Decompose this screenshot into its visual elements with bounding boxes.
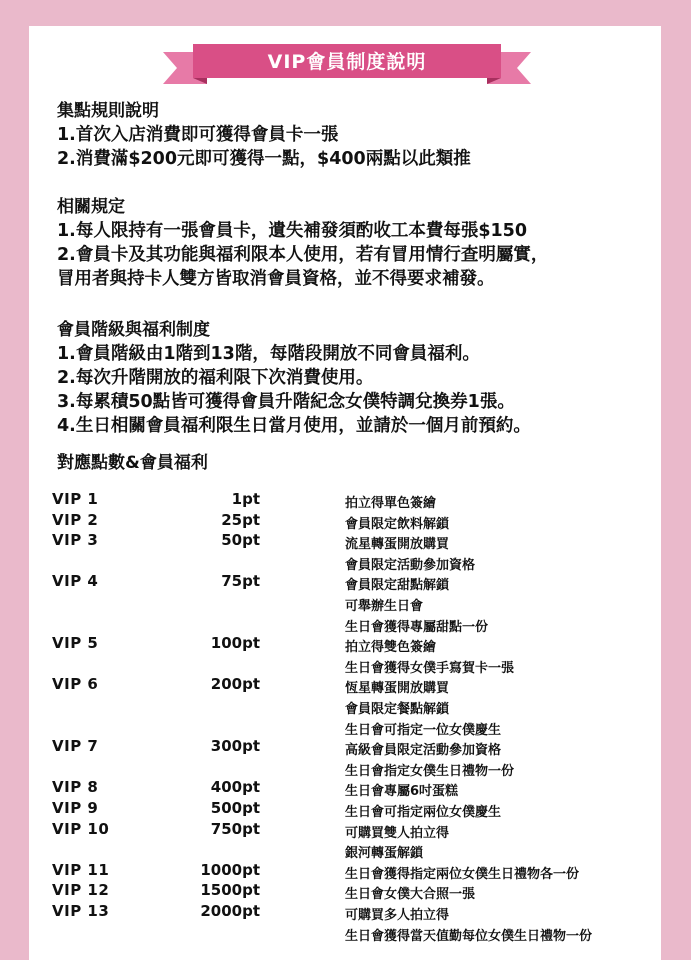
vip-points: 300pt — [210, 737, 260, 756]
section-heading: 相關規定 — [57, 197, 125, 217]
table-heading: 對應點數&會員福利 — [57, 453, 208, 473]
rule-line: 1.每人限持有一張會員卡，遺失補發須酌收工本費每張$150 — [57, 221, 528, 241]
vip-benefit: 可購買雙人拍立得 — [345, 825, 450, 841]
vip-level: VIP 10 — [52, 819, 110, 838]
vip-points: 2000pt — [200, 902, 260, 920]
vip-benefit: 可購買多人拍立得 — [345, 908, 450, 923]
rule-line: 1.首次入店消費即可獲得會員卡一張 — [57, 125, 339, 145]
section-point-rules — [57, 99, 471, 171]
vip-level: VIP 11 — [52, 860, 110, 879]
vip-benefit: 生日會可指定兩位女僕慶生 — [345, 805, 502, 820]
rule-line: 2.會員卡及其功能與福利限本人使用，若有冒用情行查明屬實， — [57, 245, 549, 265]
rule-line: 2.每次升階開放的福利限下次消費使用。 — [57, 368, 374, 388]
vip-points: 100pt — [210, 634, 260, 653]
vip-benefit: 生日會女僕大合照一張 — [345, 887, 476, 903]
section-regulations — [57, 195, 548, 291]
section-levels-benefits — [57, 318, 531, 438]
vip-points: 500pt — [210, 799, 260, 817]
vip-points: 25pt — [221, 510, 260, 529]
vip-benefit: 可舉辦生日會 — [345, 599, 424, 614]
vip-benefit: 生日會獲得專屬甜點一份 — [345, 619, 489, 635]
rule-line: 冒用者與持卡人雙方皆取消會員資格，並不得要求補發。 — [57, 269, 495, 289]
vip-benefit: 會員限定飲料解鎖 — [345, 516, 450, 532]
vip-level: VIP 13 — [52, 902, 110, 920]
vip-level: VIP 5 — [52, 634, 99, 653]
vip-level: VIP 4 — [52, 572, 99, 591]
rule-line: 4.生日相關會員福利限生日當月使用，並請於一個月前預約。 — [57, 416, 531, 436]
vip-benefit: 生日會專屬6吋蛋糕 — [345, 784, 459, 800]
vip-points: 50pt — [221, 531, 260, 550]
page-title: VIP會員制度說明 — [267, 51, 427, 73]
vip-benefit: 生日會獲得指定兩位女僕生日禮物各一份 — [345, 866, 580, 882]
vip-points: 750pt — [210, 819, 260, 838]
vip-benefit: 會員限定甜點解鎖 — [345, 578, 450, 594]
vip-level: VIP 8 — [52, 778, 99, 797]
vip-points: 1pt — [231, 490, 260, 508]
vip-benefit: 生日會獲得當天值勤每位女僕生日禮物一份 — [345, 928, 593, 944]
rule-line: 1.會員階級由1階到13階，每階段開放不同會員福利。 — [57, 344, 480, 364]
title-ribbon — [163, 40, 531, 88]
vip-benefit: 拍立得雙色簽繪 — [345, 640, 437, 656]
section-heading: 會員階級與福利制度 — [57, 320, 210, 340]
vip-benefit: 拍立得單色簽繪 — [345, 496, 437, 511]
rule-line: 3.每累積50點皆可獲得會員升階紀念女僕特調兌換券1張。 — [57, 392, 515, 412]
vip-level: VIP 6 — [52, 675, 99, 694]
vip-level: VIP 7 — [52, 737, 99, 756]
vip-points: 75pt — [221, 572, 260, 591]
vip-level: VIP 12 — [52, 881, 110, 900]
vip-benefit: 高級會員限定活動參加資格 — [345, 743, 502, 759]
vip-benefit: 恆星轉蛋開放購買 — [345, 681, 450, 697]
rule-line: 2.消費滿$200元即可獲得一點，$400兩點以此類推 — [57, 149, 471, 169]
vip-benefit: 會員限定餐點解鎖 — [345, 702, 450, 717]
vip-level: VIP 2 — [52, 510, 99, 529]
vip-points: 1000pt — [200, 860, 260, 879]
vip-level: VIP 1 — [52, 490, 99, 508]
vip-benefit: 流星轉蛋開放購買 — [345, 537, 450, 553]
vip-level: VIP 3 — [52, 531, 99, 550]
section-heading: 集點規則說明 — [57, 101, 159, 121]
vip-benefit: 會員限定活動參加資格 — [345, 557, 476, 573]
vip-points: 400pt — [210, 778, 260, 797]
vip-benefit: 生日會獲得女僕手寫賀卡一張 — [345, 660, 515, 676]
vip-level: VIP 9 — [52, 799, 99, 817]
vip-benefit: 生日會可指定一位女僕慶生 — [345, 722, 502, 738]
table-section — [57, 451, 208, 475]
vip-benefit: 銀河轉蛋解鎖 — [345, 846, 424, 862]
vip-points: 200pt — [210, 675, 260, 694]
vip-benefit: 生日會指定女僕生日禮物一份 — [345, 763, 515, 779]
vip-points: 1500pt — [200, 881, 260, 900]
